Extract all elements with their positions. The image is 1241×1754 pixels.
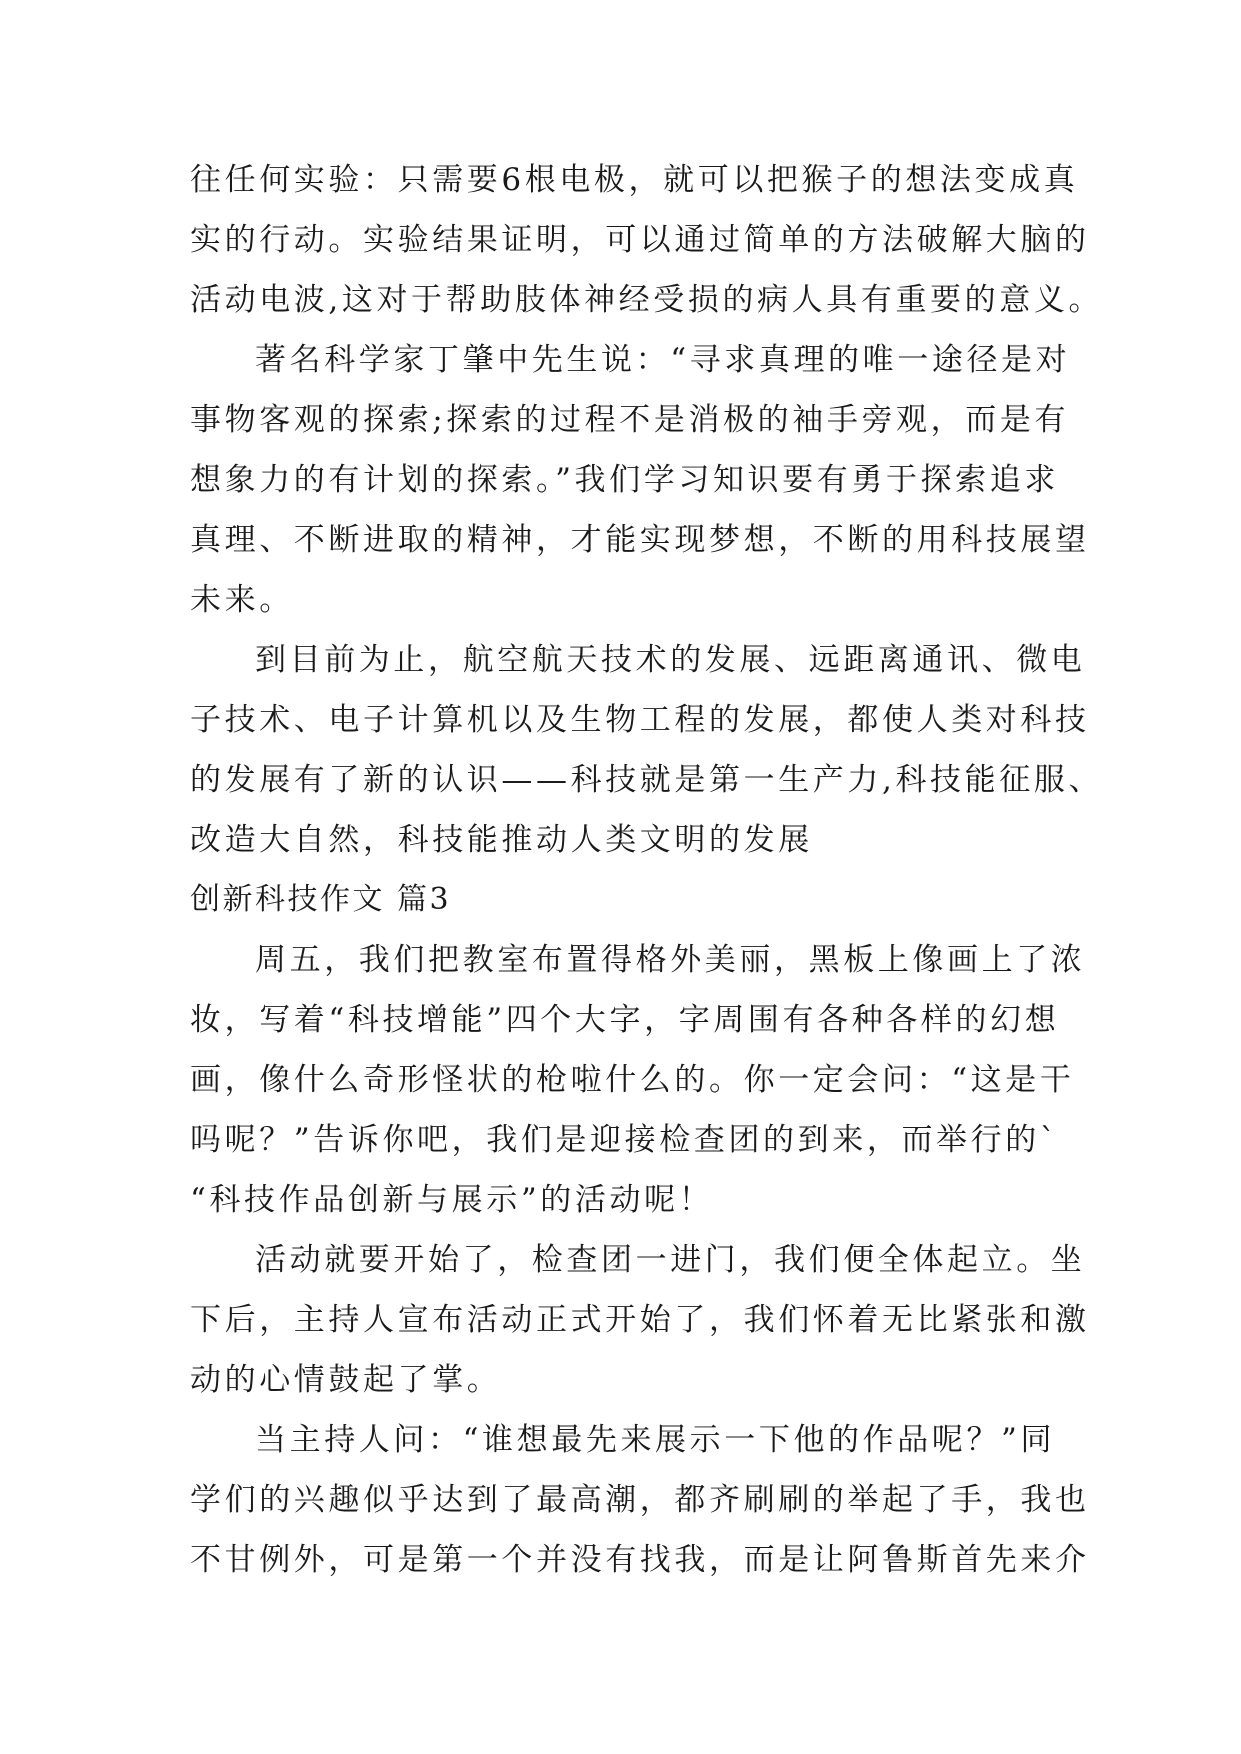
text-line: 改造大自然，科技能推动人类文明的发展 <box>190 822 813 858</box>
text-line: 往任何实验：只需要6根电极，就可以把猴子的想法变成真 <box>190 162 1079 198</box>
text-line: 活动电波,这对于帮助肢体神经受损的病人具有重要的意义。 <box>190 282 1104 318</box>
section-heading: 创新科技作文 篇3 <box>190 882 452 917</box>
text-line: 的发展有了新的认识——科技就是第一生产力,科技能征服、 <box>190 762 1104 798</box>
text-line: 未来。 <box>190 582 294 618</box>
text-line: 下后，主持人宣布活动正式开始了，我们怀着无比紧张和激 <box>190 1302 1090 1338</box>
paragraph-first-line: 著名科学家丁肇中先生说：“寻求真理的唯一途径是对 <box>255 342 1071 378</box>
text-line: 学们的兴趣似乎达到了最高潮，都齐刷刷的举起了手，我也 <box>190 1482 1090 1518</box>
paragraph-first-line: 活动就要开始了，检查团一进门，我们便全体起立。坐 <box>255 1242 1086 1278</box>
text-line: 动的心情鼓起了掌。 <box>190 1362 502 1398</box>
text-line: 吗呢？”告诉你吧，我们是迎接检查团的到来，而举行的` <box>190 1122 1059 1158</box>
text-line: 想象力的有计划的探索。”我们学习知识要有勇于探索追求 <box>190 462 1059 498</box>
text-line: 事物客观的探索;探索的过程不是消极的袖手旁观，而是有 <box>190 402 1070 438</box>
text-line: 妆，写着“科技增能”四个大字，字周围有各种各样的幻想 <box>190 1002 1060 1038</box>
text-line: 子技术、电子计算机以及生物工程的发展，都使人类对科技 <box>190 702 1090 738</box>
paragraph-first-line: 周五，我们把教室布置得格外美丽，黑板上像画上了浓 <box>255 942 1086 978</box>
paragraph-first-line: 当主持人问：“谁想最先来展示一下他的作品呢？”同 <box>255 1422 1056 1458</box>
paragraph-first-line: 到目前为止，航空航天技术的发展、远距离通讯、微电 <box>255 642 1086 678</box>
text-line: “科技作品创新与展示”的活动呢！ <box>190 1182 714 1218</box>
text-line: 画，像什么奇形怪状的枪啦什么的。你一定会问：“这是干 <box>190 1062 1075 1098</box>
text-line: 真理、不断进取的精神，才能实现梦想，不断的用科技展望 <box>190 522 1090 558</box>
text-line: 不甘例外，可是第一个并没有找我，而是让阿鲁斯首先来介 <box>190 1542 1090 1578</box>
text-line: 实的行动。实验结果证明，可以通过简单的方法破解大脑的 <box>190 222 1090 258</box>
